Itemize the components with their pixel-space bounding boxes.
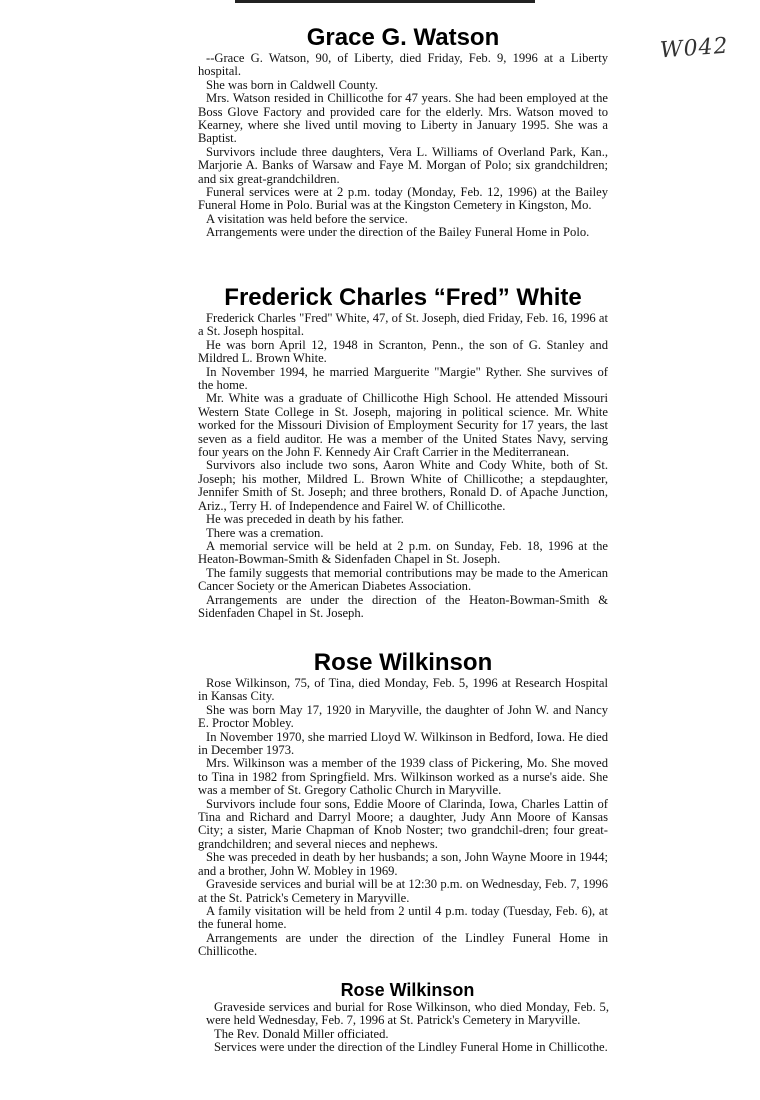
obituary-paragraph: She was preceded in death by her husbands; a son, John Wayne Moore in 1944; and a brother, John W. Mobley in 1969.	[198, 850, 608, 878]
obituary-paragraph: In November 1970, she married Lloyd W. Wilkinson in Bedford, Iowa. He died in December 1973.	[198, 729, 608, 758]
obituary-paragraph: Mrs. Wilkinson was a member of the 1939 class of Pickering, Mo. She moved to Tina in 1982 from Springfield. Mrs. Wilkinson worked as a nurse's aide. She was a member of St. Gregory Catholic Church in Maryville.	[198, 756, 608, 798]
obituary-heading: Rose Wilkinson	[340, 980, 475, 1000]
obituary-body	[198, 677, 608, 959]
obituary-paragraph: Survivors include three daughters, Vera L. Williams of Overland Park, Kan., Marjorie A. Banks of Warsaw and Faye M. Morgan of Polo; six grandchildren; and six great-grandchildren.	[198, 144, 608, 186]
obituary-paragraph: There was a cremation.	[206, 525, 324, 540]
obituary-paragraph: Mr. White was a graduate of Chillicothe High School. He attended Missouri Western State College in St. Joseph, majoring in political science. Mr. White worked for the Missouri Division of Employment Security for 17 years, the last seven as a field auditor. He was a member of the United States Navy, serving four years on the John F. Kennedy Air Craft Carrier in the Mediterranean.	[198, 391, 608, 460]
obituary-heading: Grace G. Watson	[306, 24, 500, 51]
obituary-paragraph: Arrangements were under the direction of the Bailey Funeral Home in Polo.	[206, 225, 590, 240]
obituary-paragraph: Frederick Charles "Fred" White, 47, of St. Joseph, died Friday, Feb. 16, 1996 at a St. Joseph hospital.	[198, 311, 608, 339]
obituary-rose-wilkinson	[198, 649, 608, 959]
obituary-heading: Rose Wilkinson	[313, 649, 493, 676]
obituary-body	[198, 312, 608, 620]
obituary-paragraph: A family visitation will be held from 2 until 4 p.m. today (Tuesday, Feb. 6), at the funeral home.	[198, 903, 608, 932]
obituary-paragraph: Graveside services and burial will be at 12:30 p.m. on Wednesday, Feb. 7, 1996 at the St. Patrick's Cemetery in Maryville.	[198, 877, 608, 905]
obituary-paragraph: He was born April 12, 1948 in Scranton, Penn., the son of G. Stanley and Mildred L. Brown White.	[198, 337, 608, 366]
obituary-paragraph: Graveside services and burial for Rose Wilkinson, who died Monday, Feb. 5, were held Wednesday, Feb. 7, 1996 at St. Patrick's Cemetery in Maryville.	[206, 1000, 609, 1028]
obituary-paragraph: Survivors also include two sons, Aaron White and Cody White, both of St. Joseph; his mother, Mildred L. Brown White of Chillicothe; a stepdaughter, Jennifer Smith of St. Joseph; and three brothers, Ronald D. of Apache Junction, Ariz., Terry H. of Independence and Fairel W. of Chillicothe.	[198, 458, 608, 513]
obituary-body	[198, 52, 608, 240]
obituary-paragraph: A memorial service will be held at 2 p.m. on Sunday, Feb. 18, 1996 at the Heaton-Bowman-Smith & Sidenfaden Chapel in St. Joseph.	[198, 538, 608, 567]
obituary-paragraph: Arrangements are under the direction of the Heaton-Bowman-Smith & Sidenfaden Chapel in St. Joseph.	[198, 592, 608, 620]
handwritten-note: W042	[659, 33, 730, 64]
obituary-paragraph: The Rev. Donald Miller officiated.	[214, 1026, 389, 1041]
obituary-paragraph: --Grace G. Watson, 90, of Liberty, died Friday, Feb. 9, 1996 at a Liberty hospital.	[198, 51, 608, 79]
obituary-rose-wilkinson-update	[206, 979, 609, 1055]
obituary-heading: Frederick Charles “Fred” White	[224, 284, 582, 311]
obituary-paragraph: She was born May 17, 1920 in Maryville, the daughter of John W. and Nancy E. Proctor Mobley.	[198, 702, 608, 731]
obituary-paragraph: A visitation was held before the service.	[206, 211, 408, 226]
obituary-paragraph: Rose Wilkinson, 75, of Tina, died Monday, Feb. 5, 1996 at Research Hospital in Kansas City.	[198, 676, 608, 704]
obituary-paragraph: Funeral services were at 2 p.m. today (Monday, Feb. 12, 1996) at the Bailey Funeral Home in Polo. Burial was at the Kingston Cemetery in Kingston, Mo.	[198, 185, 608, 213]
obituary-paragraph: The family suggests that memorial contributions may be made to the American Cancer Society or the American Diabetes Association.	[198, 565, 608, 594]
obituary-paragraph: Survivors include four sons, Eddie Moore of Clarinda, Iowa, Charles Lattin of Tina and Richard and Darryl Moore; a daughter, Judy Ann Moore of Kansas City; a sister, Marie Chapman of Knob Noster; two grandchil-dren; four great-grandchildren; and several nieces and nephews.	[198, 796, 608, 851]
obituary-paragraph: Arrangements are under the direction of the Lindley Funeral Home in Chillicothe.	[198, 930, 608, 959]
obituary-paragraph: He was preceded in death by his father.	[206, 512, 404, 527]
obituary-fred-white	[198, 284, 608, 620]
obituary-body	[206, 1001, 609, 1055]
obituary-paragraph: Services were under the direction of the Lindley Funeral Home in Chillicothe.	[214, 1040, 608, 1055]
obituary-paragraph: In November 1994, he married Marguerite "Margie" Ryther. She survives of the home.	[198, 364, 608, 393]
obituary-grace-watson	[198, 24, 608, 240]
obituary-paragraph: She was born in Caldwell County.	[206, 77, 378, 92]
obituary-paragraph: Mrs. Watson resided in Chillicothe for 47 years. She had been employed at the Boss Glove Factory and provided care for the elderly. Mrs. Watson moved to Kearney, where she lived until moving to Liberty in January 1995. She was a Baptist.	[198, 91, 608, 146]
scan-top-rule	[235, 0, 535, 3]
